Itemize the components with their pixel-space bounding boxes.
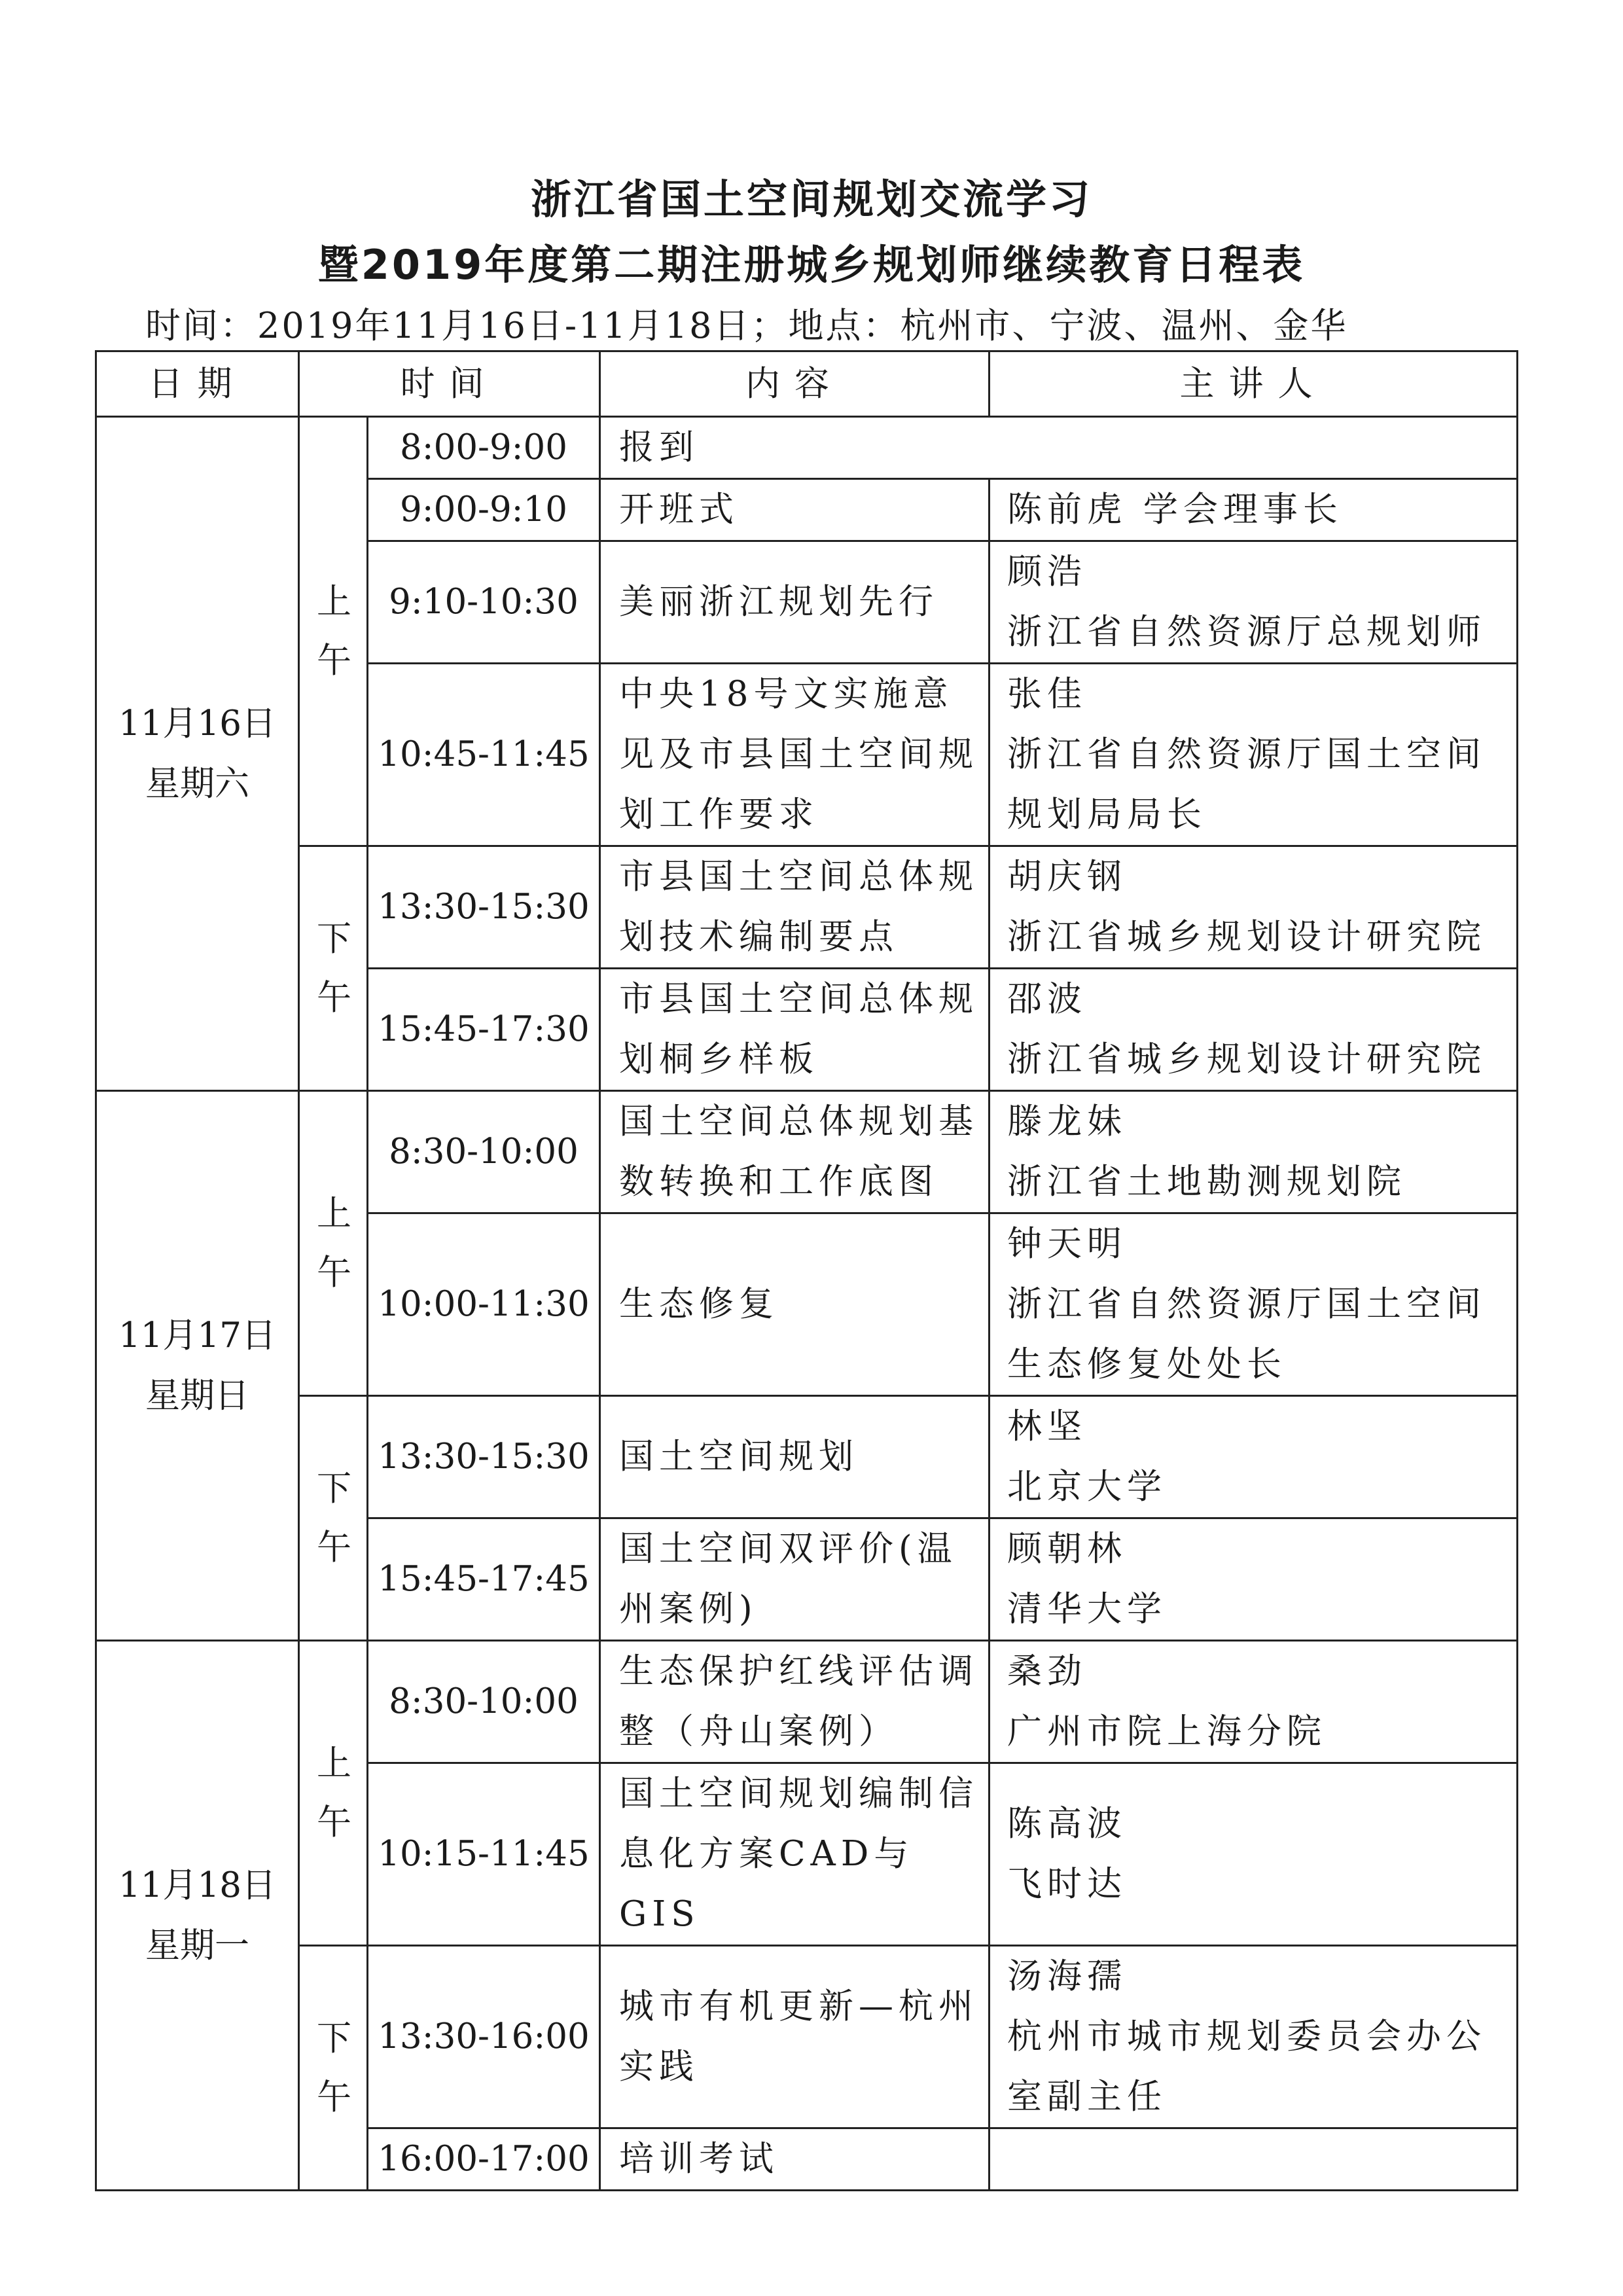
- session-time: 9:10-10:30: [368, 541, 600, 664]
- weekday: 星期一: [145, 1925, 249, 1965]
- session-time: 10:15-11:45: [368, 1763, 600, 1946]
- document-subtitle-title: 暨2019年度第二期注册城乡规划师继续教育日程表: [317, 241, 1306, 289]
- document-title: 浙江省国土空间规划交流学习: [530, 175, 1092, 223]
- table-row: [96, 1091, 1518, 1213]
- date-cell: [96, 1091, 299, 1641]
- speaker-org: 清华大学: [1007, 1589, 1167, 1629]
- speaker-name: 桑劲: [1007, 1651, 1087, 1691]
- session-speaker: [990, 1213, 1518, 1396]
- session-content: 国土空间规划编制信息化方案CAD与GIS: [600, 1763, 990, 1946]
- session-content: 生态保护红线评估调整（舟山案例）: [600, 1641, 990, 1763]
- speaker-org: 浙江省自然资源厅国土空间规划局局长: [1007, 734, 1486, 834]
- speaker-org: 浙江省自然资源厅总规划师: [1007, 612, 1486, 652]
- speaker-org: 飞时达: [1007, 1864, 1127, 1904]
- speaker-name: 陈高波: [1007, 1804, 1127, 1844]
- speaker-name: 汤海孺: [1007, 1956, 1127, 1996]
- session-content: 市县国土空间总体规划技术编制要点: [600, 846, 990, 969]
- time-location-line: 时间：2019年11月16日-11月18日；地点：杭州市、宁波、温州、金华: [145, 305, 1348, 346]
- speaker-name: 张佳: [1007, 674, 1087, 714]
- speaker-org: 北京大学: [1007, 1467, 1167, 1507]
- header-date: 日期: [96, 351, 299, 417]
- session-speaker: 陈前虎 学会理事长: [990, 479, 1518, 541]
- session-speaker: [990, 664, 1518, 846]
- session-content: 报到: [600, 417, 1518, 479]
- speaker-name: 顾朝林: [1007, 1529, 1127, 1569]
- speaker-org: 浙江省城乡规划设计研究院: [1007, 1039, 1486, 1079]
- period-pm: 下午: [299, 1946, 368, 2191]
- session-time: 10:45-11:45: [368, 664, 600, 846]
- session-content: 中央18号文实施意见及市县国土空间规划工作要求: [600, 664, 990, 846]
- session-time: 8:30-10:00: [368, 1641, 600, 1763]
- session-content: 开班式: [600, 479, 990, 541]
- session-content: 国土空间总体规划基数转换和工作底图: [600, 1091, 990, 1213]
- session-speaker: [990, 1518, 1518, 1641]
- header-content: 内容: [600, 351, 990, 417]
- table-row: [96, 1946, 1518, 2128]
- session-time: 13:30-15:30: [368, 1396, 600, 1518]
- session-time: 15:45-17:45: [368, 1518, 600, 1641]
- speaker-name: 胡庆钢: [1007, 857, 1127, 897]
- session-speaker: [990, 541, 1518, 664]
- session-content: 市县国土空间总体规划桐乡样板: [600, 969, 990, 1091]
- speaker-org: 浙江省自然资源厅国土空间生态修复处处长: [1007, 1284, 1486, 1384]
- period-pm: 下午: [299, 1396, 368, 1641]
- session-time: 10:00-11:30: [368, 1213, 600, 1396]
- session-content: 美丽浙江规划先行: [600, 541, 990, 664]
- session-time: 16:00-17:00: [368, 2128, 600, 2191]
- period-pm: 下午: [299, 846, 368, 1091]
- session-speaker: [990, 1641, 1518, 1763]
- header-time: 时间: [299, 351, 600, 417]
- header-row: [96, 351, 1518, 417]
- session-time: 15:45-17:30: [368, 969, 600, 1091]
- session-time: 13:30-15:30: [368, 846, 600, 969]
- period-am: 上午: [299, 1091, 368, 1396]
- session-speaker: [990, 1946, 1518, 2128]
- session-time: 9:00-9:10: [368, 479, 600, 541]
- date: 11月17日: [118, 1315, 276, 1355]
- weekday: 星期六: [145, 763, 249, 804]
- session-content: 国土空间规划: [600, 1396, 990, 1518]
- session-content: 生态修复: [600, 1213, 990, 1396]
- table-row: [96, 1396, 1518, 1518]
- date-cell: [96, 417, 299, 1091]
- table-row: [96, 1641, 1518, 1763]
- speaker-name: 钟天明: [1007, 1224, 1127, 1264]
- period-am: 上午: [299, 1641, 368, 1946]
- speaker-name: 邵波: [1007, 979, 1087, 1019]
- speaker-org: 浙江省土地勘测规划院: [1007, 1162, 1406, 1202]
- session-time: 13:30-16:00: [368, 1946, 600, 2128]
- session-content: 城市有机更新—杭州实践: [600, 1946, 990, 2128]
- speaker-name: 林坚: [1007, 1407, 1087, 1446]
- speaker-name: 顾浩: [1007, 552, 1087, 592]
- session-content: 培训考试: [600, 2128, 990, 2191]
- session-content: 国土空间双评价(温州案例): [600, 1518, 990, 1641]
- header-speaker: 主讲人: [990, 351, 1518, 417]
- session-time: 8:00-9:00: [368, 417, 600, 479]
- session-time: 8:30-10:00: [368, 1091, 600, 1213]
- session-speaker: [990, 969, 1518, 1091]
- table-row: [96, 846, 1518, 969]
- speaker-org: 浙江省城乡规划设计研究院: [1007, 917, 1486, 957]
- session-speaker: [990, 1763, 1518, 1946]
- weekday: 星期日: [145, 1375, 249, 1416]
- speaker-org: 杭州市城市规划委员会办公室副主任: [1007, 2017, 1486, 2117]
- schedule-table: [95, 350, 1518, 2191]
- date-cell: [96, 1641, 299, 2191]
- speaker-name: 滕龙妹: [1007, 1102, 1127, 1141]
- date: 11月18日: [118, 1865, 276, 1905]
- speaker-org: 广州市院上海分院: [1007, 1712, 1327, 1751]
- session-speaker: [990, 2128, 1518, 2191]
- session-speaker: [990, 1396, 1518, 1518]
- session-speaker: [990, 1091, 1518, 1213]
- period-am: 上午: [299, 417, 368, 846]
- session-speaker: [990, 846, 1518, 969]
- table-row: [96, 417, 1518, 479]
- date: 11月16日: [118, 703, 276, 744]
